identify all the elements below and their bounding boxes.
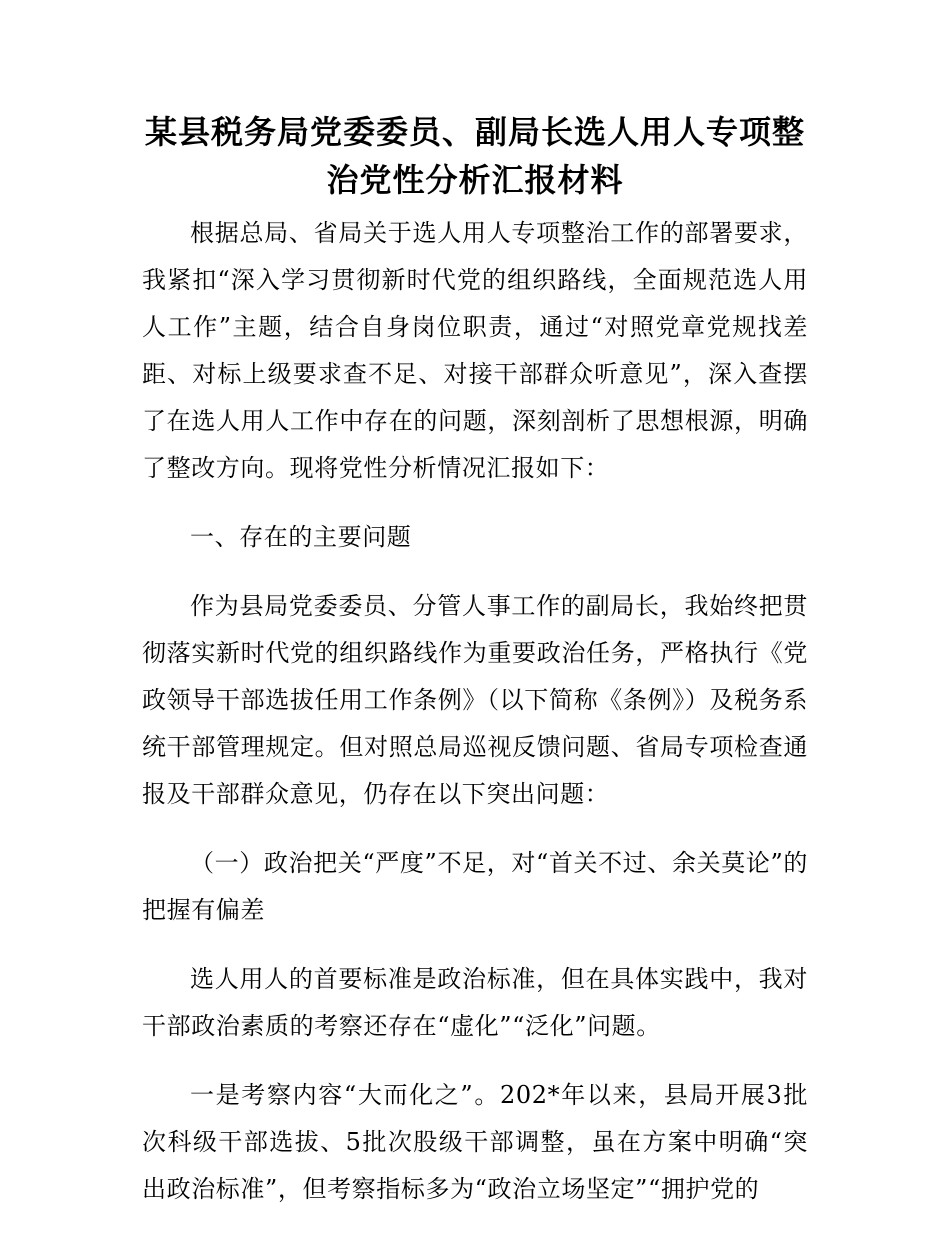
paragraph-point-one: 一是考察内容“大而化之”。202*年以来，县局开展3批次科级干部选拔、5批次股级干部调整，虽在方案中明确“突出政治标准”，但考察指标多为“政治立场坚定”“拥护党的	[142, 1081, 808, 1203]
document-title: 某县税务局党委委员、副局长选人用人专项整治党性分析汇报材料	[144, 113, 805, 199]
section-heading-main-problems: 一、存在的主要问题	[190, 523, 412, 551]
subsection-heading-political-check: （一）政治把关“严度”不足，对“首关不过、余关莫论”的把握有偏差	[142, 849, 808, 924]
paragraph-problems-overview: 作为县局党委委员、分管人事工作的副局长，我始终把贯彻落实新时代党的组织路线作为重要政治任务，严格执行《党政领导干部选拔任用工作条例》（以下简称《条例》）及税务系统干部管理规定。但对照总局巡视反馈问题、省局专项检查通报及干部群众意见，仍存在以下突出问题：	[142, 592, 808, 808]
paragraph-intro: 根据总局、省局关于选人用人专项整治工作的部署要求，我紧扣“深入学习贯彻新时代党的组织路线，全面规范选人用人工作”主题，结合自身岗位职责，通过“对照党章党规找差距、对标上级要求查不足、对接干部群众听意见”，深入查摆了在选人用人工作中存在的问题，深刻剖析了思想根源，明确了整改方向。现将党性分析情况汇报如下：	[142, 219, 808, 482]
document-body	[142, 210, 808, 1235]
paragraph-political-standard: 选人用人的首要标准是政治标准，但在具体实践中，我对干部政治素质的考察还存在“虚化”“泛化”问题。	[142, 965, 808, 1040]
